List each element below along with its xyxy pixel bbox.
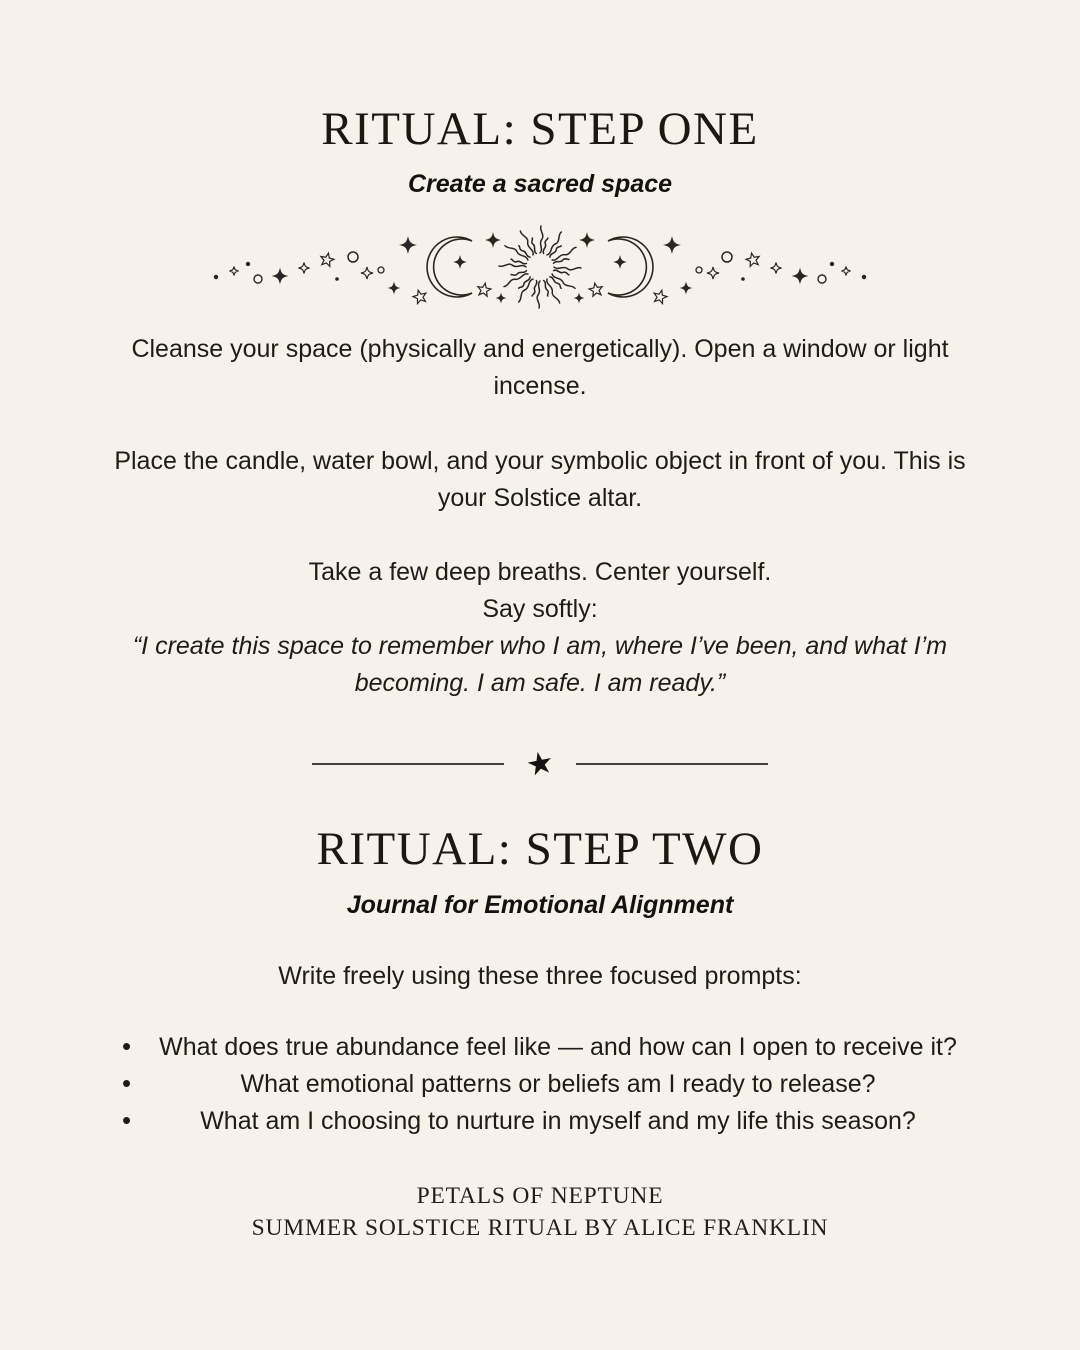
celestial-divider-icon: [200, 215, 880, 319]
byline: SUMMER SOLSTICE RITUAL BY ALICE FRANKLIN: [251, 1215, 829, 1242]
cleanse-paragraph: Cleanse your space (physically and energetically). Open a window or light incense.: [131, 334, 949, 400]
affirmation-quote: “I create this space to remember who I am, where I’ve been, and what I’m becoming. I am safe. I am ready.”: [132, 631, 948, 697]
journal-prompts-list: [100, 1029, 980, 1140]
step-one-subtitle: Create a sacred space: [407, 169, 673, 198]
altar-paragraph: Place the candle, water bowl, and your symbolic object in front of you. This is your Solstice altar.: [114, 446, 966, 512]
say-softly-line: Say softly:: [482, 594, 598, 623]
step-two-title: RITUAL: STEP TWO: [316, 822, 764, 875]
bullet-icon: •: [122, 1068, 132, 1099]
prompt-text: What does true abundance feel like — and how can I open to receive it?: [159, 1033, 957, 1062]
centering-block: [94, 554, 986, 702]
bullet-icon: •: [122, 1031, 132, 1062]
prompt-text: What emotional patterns or beliefs am I ready to release?: [240, 1070, 876, 1099]
footer: [0, 1180, 1080, 1244]
divider-line-right: [576, 763, 768, 765]
prompt-text: What am I choosing to nurture in myself and my life this season?: [200, 1107, 916, 1136]
breaths-line: Take a few deep breaths. Center yourself.: [308, 557, 772, 586]
prompts-intro: Write freely using these three focused prompts:: [278, 962, 802, 991]
star-divider: [0, 744, 1080, 784]
prompt-item: [122, 1103, 972, 1140]
prompt-item: [122, 1066, 972, 1103]
star-icon: ★: [523, 743, 557, 784]
divider-line-left: [312, 763, 504, 765]
step-one-title: RITUAL: STEP ONE: [321, 103, 759, 155]
prompt-item: [122, 1029, 972, 1066]
brand-name: PETALS OF NEPTUNE: [416, 1183, 664, 1210]
bullet-icon: •: [122, 1105, 132, 1136]
step-two-subtitle: Journal for Emotional Alignment: [346, 891, 734, 920]
